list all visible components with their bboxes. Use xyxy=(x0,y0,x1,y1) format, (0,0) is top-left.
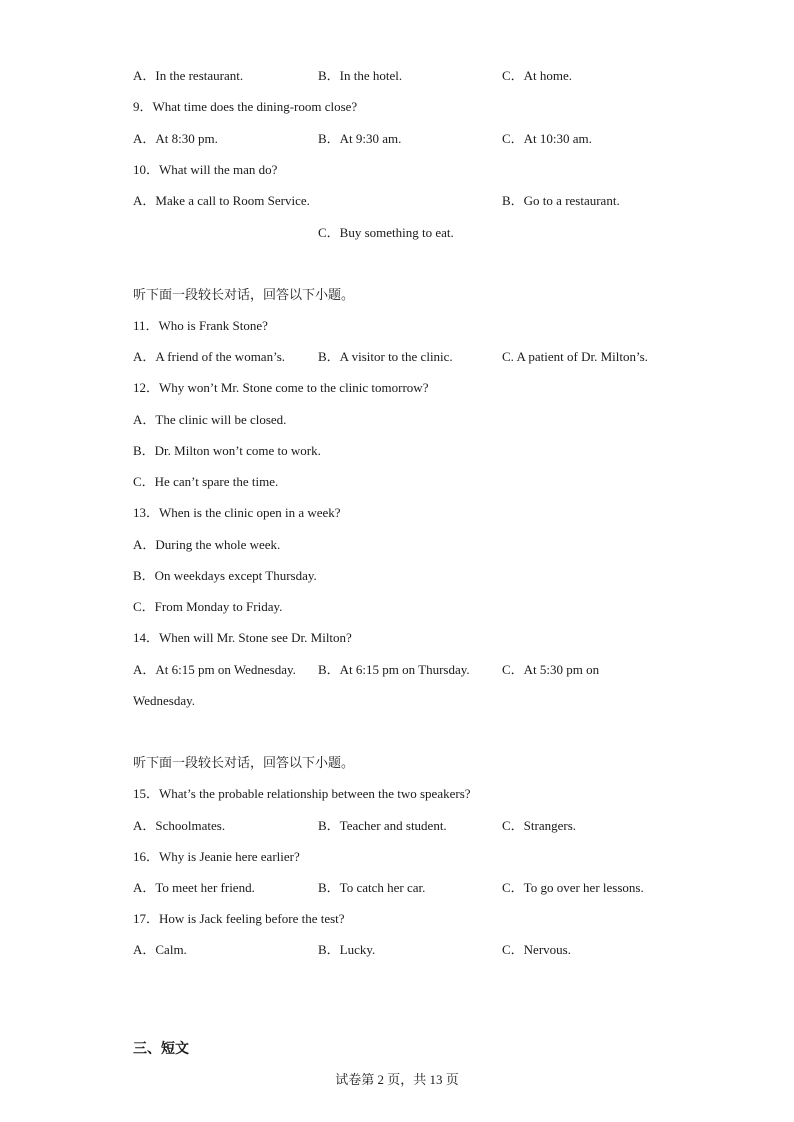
q9-stem: 9．What time does the dining-room close? xyxy=(133,99,358,114)
q16-option-c: C．To go over her lessons. xyxy=(502,880,644,895)
q12-option-a: A．The clinic will be closed. xyxy=(133,412,287,427)
q17-option-c: C．Nervous. xyxy=(502,942,571,957)
q12-option-c: C．He can’t spare the time. xyxy=(133,474,279,489)
q10-option-c: C．Buy something to eat. xyxy=(318,225,454,240)
q13-option-c: C．From Monday to Friday. xyxy=(133,599,283,614)
q10-option-b: B．Go to a restaurant. xyxy=(502,193,620,208)
q16-option-a: A．To meet her friend. xyxy=(133,880,255,895)
q8-option-c: C．At home. xyxy=(502,68,573,83)
listening-instruction-1: 听下面一段较长对话，回答以下小题。 xyxy=(133,287,355,302)
q9-option-a: A．At 8:30 pm. xyxy=(133,131,218,146)
q11-option-c: C. A patient of Dr. Milton’s. xyxy=(502,349,648,364)
q12-option-b: B．Dr. Milton won’t come to work. xyxy=(133,443,321,458)
q13-option-b: B．On weekdays except Thursday. xyxy=(133,568,317,583)
q11-option-b: B．A visitor to the clinic. xyxy=(318,349,453,364)
q17-option-b: B．Lucky. xyxy=(318,942,376,957)
q14-option-a: A．At 6:15 pm on Wednesday. xyxy=(133,662,296,677)
q10-stem: 10．What will the man do? xyxy=(133,162,278,177)
q10-option-a: A．Make a call to Room Service. xyxy=(133,193,310,208)
section-three-heading: 三、短文 xyxy=(133,1042,189,1057)
q15-option-c: C．Strangers. xyxy=(502,818,577,833)
q17-stem: 17．How is Jack feeling before the test? xyxy=(133,911,345,926)
q15-option-b: B．Teacher and student. xyxy=(318,818,447,833)
listening-instruction-2: 听下面一段较长对话，回答以下小题。 xyxy=(133,755,355,770)
q14-option-c-continued: Wednesday. xyxy=(133,693,196,708)
q16-option-b: B．To catch her car. xyxy=(318,880,426,895)
q12-stem: 12．Why won’t Mr. Stone come to the clinic tomorrow? xyxy=(133,380,429,395)
q17-option-a: A．Calm. xyxy=(133,942,187,957)
q11-stem: 11．Who is Frank Stone? xyxy=(133,318,268,333)
q11-option-a: A．A friend of the woman’s. xyxy=(133,349,286,364)
q9-option-b: B．At 9:30 am. xyxy=(318,131,402,146)
q13-option-a: A．During the whole week. xyxy=(133,537,281,552)
q14-option-c: C．At 5:30 pm on xyxy=(502,662,600,677)
q8-option-b: B．In the hotel. xyxy=(318,68,403,83)
q9-option-c: C．At 10:30 am. xyxy=(502,131,592,146)
page-footer: 试卷第 2 页，共 13 页 xyxy=(335,1072,459,1087)
q15-stem: 15．What’s the probable relationship between the two speakers? xyxy=(133,786,471,801)
q14-option-b: B．At 6:15 pm on Thursday. xyxy=(318,662,470,677)
q16-stem: 16．Why is Jeanie here earlier? xyxy=(133,849,300,864)
q13-stem: 13．When is the clinic open in a week? xyxy=(133,505,341,520)
q8-option-a: A．In the restaurant. xyxy=(133,68,244,83)
q14-stem: 14．When will Mr. Stone see Dr. Milton? xyxy=(133,630,352,645)
q15-option-a: A．Schoolmates. xyxy=(133,818,226,833)
